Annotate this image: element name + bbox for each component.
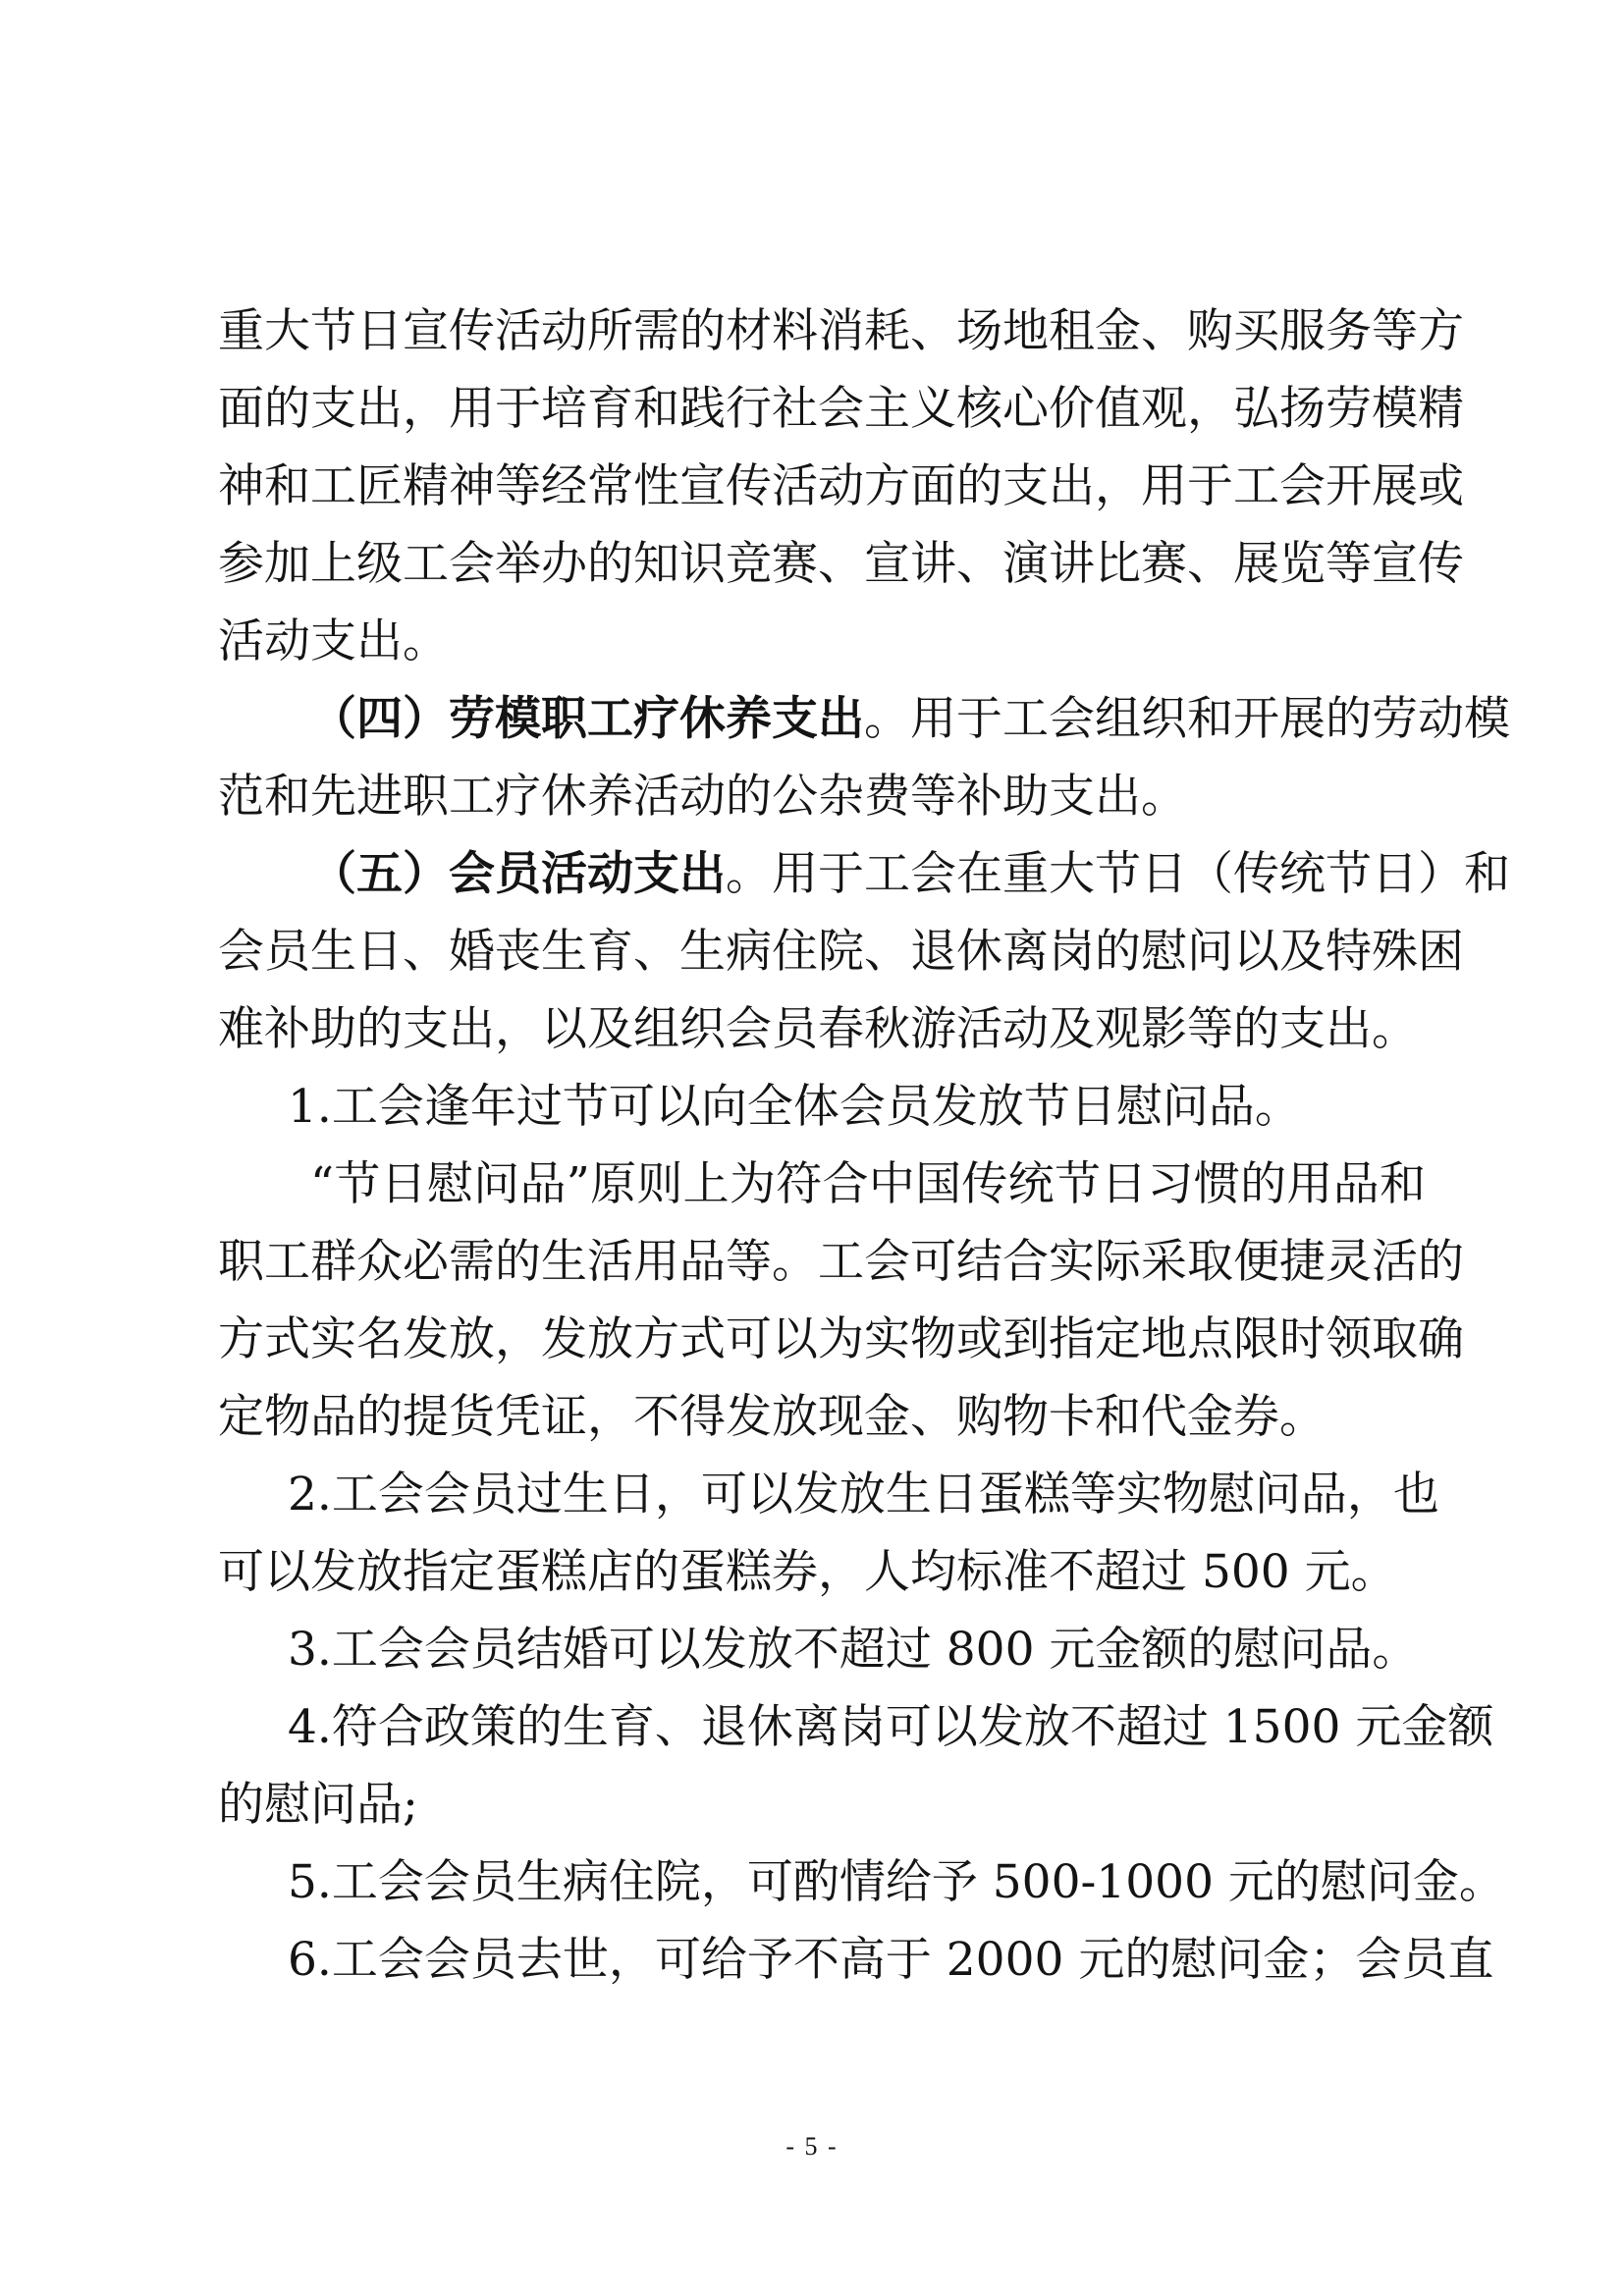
- text-line: 2.工会会员过生日，可以发放生日蛋糕等实物慰问品，也: [288, 1468, 1439, 1522]
- page-number: - 5 -: [785, 2132, 839, 2161]
- section-text: 。用于工会在重大节日（传统节日）和: [726, 847, 1510, 901]
- text-line: 的慰问品;: [218, 1778, 418, 1832]
- text-line: 定物品的提货凭证，不得发放现金、购物卡和代金券。: [218, 1390, 1326, 1444]
- text-line: 神和工匠精神等经常性宣传活动方面的支出，用于工会开展或: [218, 459, 1464, 513]
- text-line: 重大节日宣传活动所需的材料消耗、场地租金、购买服务等方: [218, 304, 1464, 358]
- text-line: 参加上级工会举办的知识竞赛、宣讲、演讲比赛、展览等宣传: [218, 537, 1464, 591]
- section-heading: （四）劳模职工疗休养支出: [310, 692, 864, 746]
- text-line: 范和先进职工疗休养活动的公杂费等补助支出。: [218, 770, 1187, 824]
- text-line: 4.符合政策的生育、退休离岗可以发放不超过 1500 元金额: [288, 1700, 1494, 1754]
- text-line: 职工群众必需的生活用品等。工会可结合实际采取便捷灵活的: [218, 1235, 1464, 1289]
- text-line: 会员生日、婚丧生育、生病住院、退休离岗的慰问以及特殊困: [218, 925, 1464, 979]
- document-body: [218, 293, 1510, 1999]
- section-text: 。用于工会组织和开展的劳动模: [864, 692, 1510, 746]
- text-line: [218, 680, 1510, 758]
- text-line: 3.工会会员结婚可以发放不超过 800 元金额的慰问品。: [288, 1623, 1419, 1677]
- text-line: 方式实名发放，发放方式可以为实物或到指定地点限时领取确: [218, 1312, 1464, 1366]
- text-line: 面的支出，用于培育和践行社会主义核心价值观，弘扬劳模精: [218, 382, 1464, 436]
- section-heading: （五）会员活动支出: [310, 847, 726, 901]
- text-line: 难补助的支出，以及组织会员春秋游活动及观影等的支出。: [218, 1002, 1418, 1056]
- text-line: 5.工会会员生病住院，可酌情给予 500-1000 元的慰问金。: [288, 1855, 1505, 1909]
- text-line: [218, 835, 1510, 913]
- text-line: 6.工会会员去世，可给予不高于 2000 元的慰问金；会员直: [288, 1933, 1494, 1987]
- text-line: 1.工会逢年过节可以向全体会员发放节日慰问品。: [288, 1080, 1301, 1134]
- text-line: 可以发放指定蛋糕店的蛋糕券，人均标准不超过 500 元。: [218, 1545, 1397, 1599]
- text-line: 活动支出。: [218, 614, 449, 668]
- text-line: “节日慰问品”原则上为符合中国传统节日习惯的用品和: [310, 1157, 1426, 1211]
